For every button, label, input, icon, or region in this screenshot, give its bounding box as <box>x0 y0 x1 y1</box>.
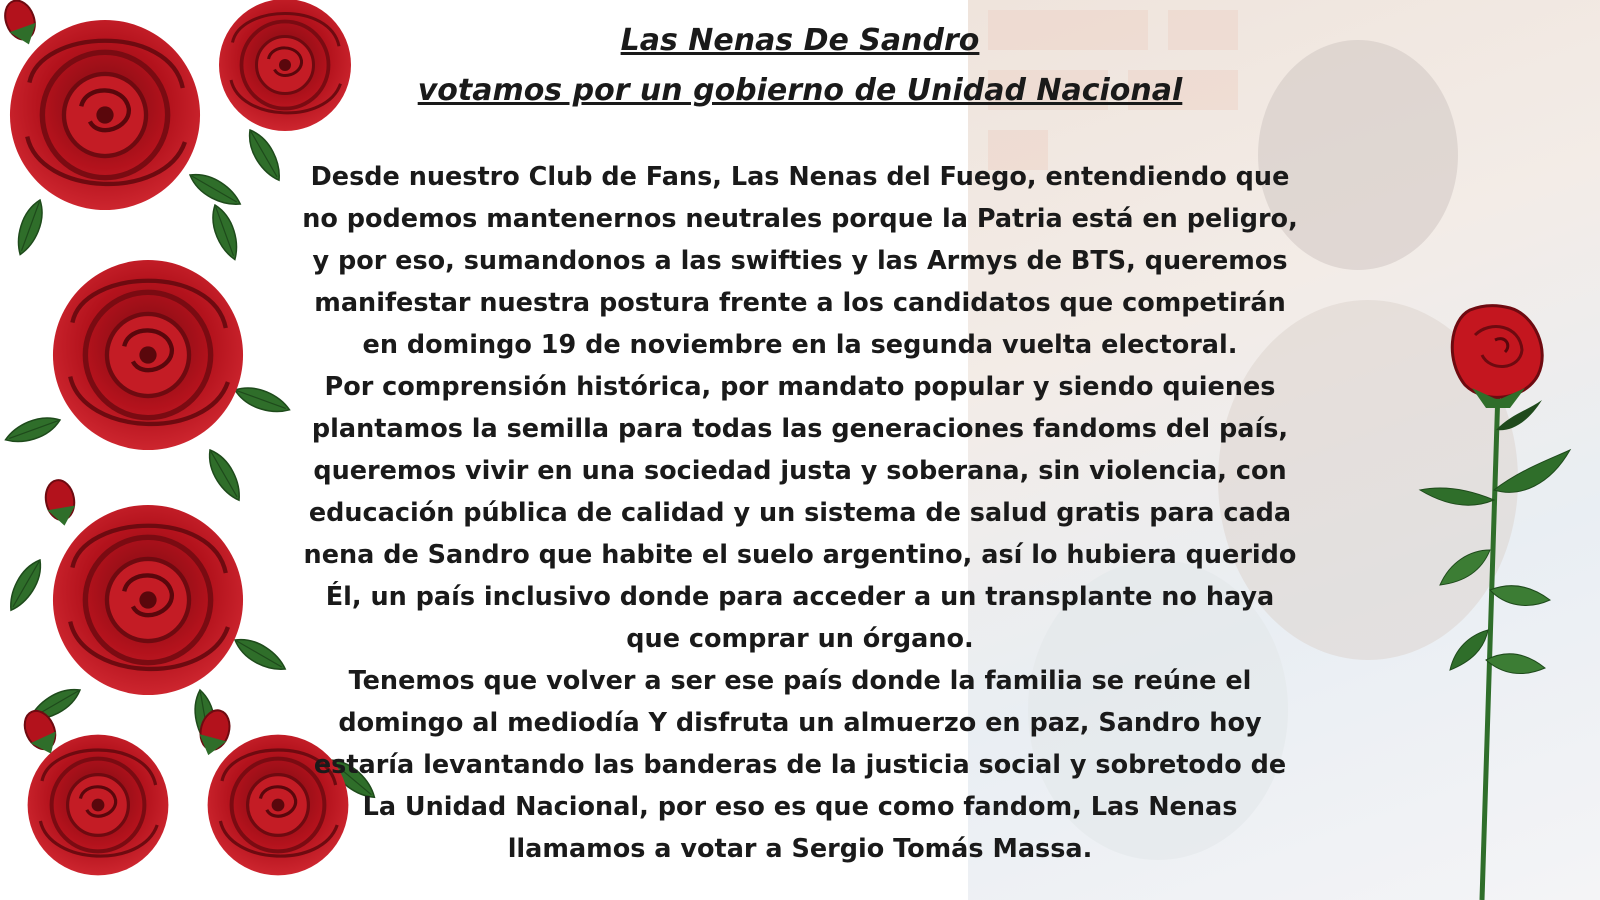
page-subtitle: votamos por un gobierno de Unidad Nacional <box>417 73 1183 108</box>
page-title: Las Nenas De Sandro <box>620 23 980 58</box>
main-content <box>300 16 1300 870</box>
statement-body <box>300 156 1300 870</box>
paragraph-2: Por comprensión histórica, por mandato popular y siendo quienes plantamos la semilla para todas las generaciones fandoms del país, queremos vivir en una sociedad justa y soberana, sin violencia, con educación pública de calidad y un sistema de salud gratis para cada nena de Sandro que habite el suelo argentino, así lo hubiera querido Él, un país inclusivo donde para acceder a un transplante no haya que comprar un órgano. <box>303 372 1297 654</box>
paragraph-1: Desde nuestro Club de Fans, Las Nenas del Fuego, entendiendo que no podemos mantenernos neutrales porque la Patria está en peligro, y por eso, sumandonos a las swifties y las Armys de BTS, queremos manifestar nuestra postura frente a los candidatos que competirán en domingo 19 de noviembre en la segunda vuelta electoral. <box>302 162 1298 360</box>
paragraph-3: Tenemos que volver a ser ese país donde la familia se reúne el domingo al mediodía Y disfruta un almuerzo en paz, Sandro hoy estaría levantando las banderas de la justicia social y sobretodo de La Unidad Nacional, por eso es que como fandom, Las Nenas llamamos a votar a Sergio Tomás Massa. <box>313 666 1287 864</box>
rose-decoration-right <box>1410 300 1600 900</box>
